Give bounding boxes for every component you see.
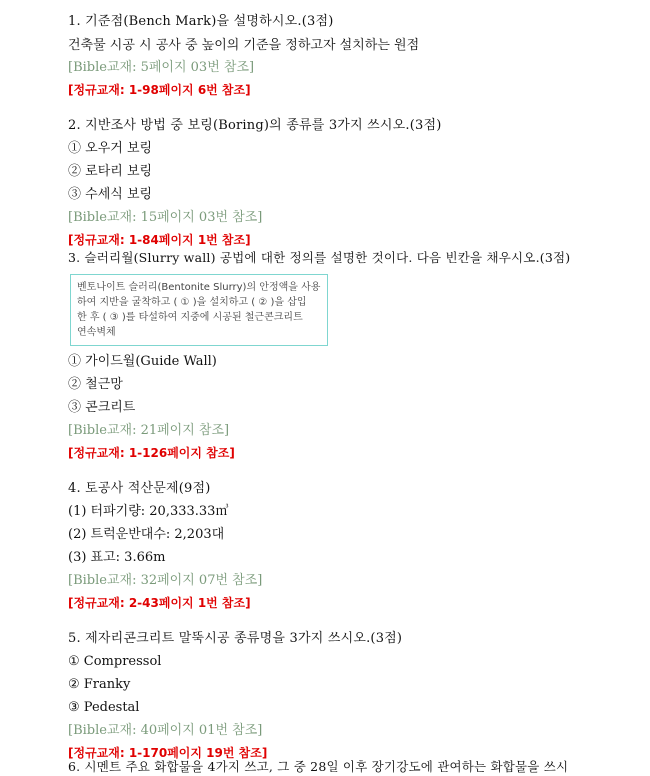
q3-item-3: ③ 콘크리트 <box>68 400 136 415</box>
q3-box-line-1: 벤토나이트 슬러리(Bentonite Slurry)의 안정액을 사용 <box>77 282 321 293</box>
q1-textbook-reference: [정규교재: 1-98페이지 6번 참조] <box>68 83 251 97</box>
q3-bible-reference: [Bible교재: 21페이지 참조] <box>68 423 230 438</box>
q2-title: 2. 지반조사 방법 중 보링(Boring)의 종류를 3가지 쓰시오.(3점) <box>68 118 442 133</box>
q3-item-1: ① 가이드월(Guide Wall) <box>68 354 217 369</box>
q3-box-line-4: 연속벽체 <box>77 327 116 338</box>
q4-textbook-reference: [정규교재: 2-43페이지 1번 참조] <box>68 596 251 610</box>
q2-item-1: ① 오우거 보링 <box>68 141 153 156</box>
q3-title: 3. 슬러리월(Slurry wall) 공법에 대한 정의를 설명한 것이다. 다음 빈칸을 채우시오.(3점) <box>68 250 571 265</box>
q2-textbook-reference: [정규교재: 1-84페이지 1번 참조] <box>68 233 251 247</box>
q1-bible-reference: [Bible교재: 5페이지 03번 참조] <box>68 60 255 75</box>
q3-definition-box <box>70 274 328 346</box>
q4-bible-reference: [Bible교재: 32페이지 07번 참조] <box>68 573 263 588</box>
q4-title: 4. 토공사 적산문제(9점) <box>68 481 211 496</box>
q4-item-2: (2) 트럭운반대수: 2,203대 <box>68 527 225 542</box>
q3-box-line-3: 한 후 ( ③ )를 타설하여 지중에 시공된 철근콘크리트 <box>77 312 303 323</box>
q2-item-2: ② 로타리 보링 <box>68 164 153 179</box>
q1-answer: 건축물 시공 시 공사 중 높이의 기준을 정하고자 설치하는 원점 <box>68 38 420 53</box>
q5-textbook-reference: [정규교재: 1-170페이지 19번 참조] <box>68 746 268 760</box>
q5-bible-reference: [Bible교재: 40페이지 01번 참조] <box>68 723 263 738</box>
q5-item-3: ③ Pedestal <box>68 700 140 715</box>
q5-item-2: ② Franky <box>68 677 131 692</box>
q3-textbook-reference: [정규교재: 1-126페이지 참조] <box>68 446 235 460</box>
q2-item-3: ③ 수세식 보링 <box>68 187 153 202</box>
q3-item-2: ② 철근망 <box>68 377 123 392</box>
q5-title: 5. 제자리콘크리트 말뚝시공 종류명을 3가지 쓰시오.(3점) <box>68 631 403 646</box>
q6-title: 6. 시멘트 주요 화합물을 4가지 쓰고, 그 중 28일 이후 장기강도에 관여하는 화합물을 쓰시 <box>68 759 569 774</box>
q2-bible-reference: [Bible교재: 15페이지 03번 참조] <box>68 210 263 225</box>
q3-box-line-2: 하여 지반을 굴착하고 ( ① )을 설치하고 ( ② )을 삽입 <box>77 297 307 308</box>
q1-title: 1. 기준점(Bench Mark)을 설명하시오.(3점) <box>68 14 334 29</box>
q4-item-3: (3) 표고: 3.66m <box>68 550 166 565</box>
q5-item-1: ① Compressol <box>68 654 162 669</box>
q4-item-1: (1) 터파기량: 20,333.33㎥ <box>68 504 229 519</box>
